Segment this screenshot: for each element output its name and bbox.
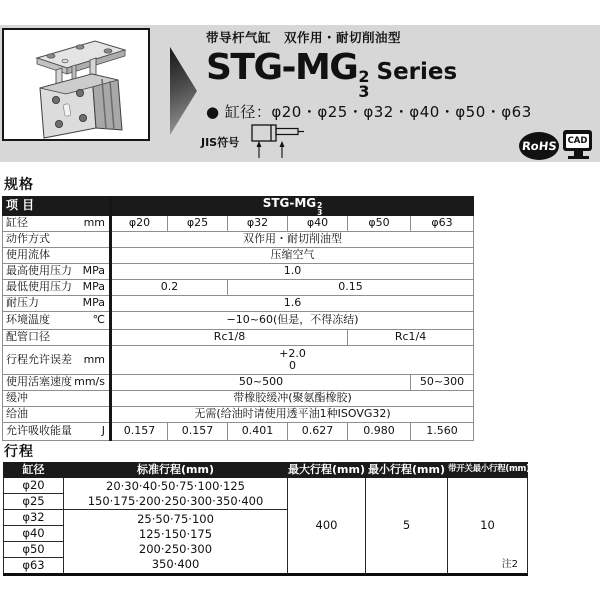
spec-header-row: [3, 197, 474, 216]
spec-row-ambient-temp: 环境温度 ℃ −10~60(但是，不得冻结): [3, 312, 474, 330]
standard-strokes-small-bores: 20·30·40·50·75·100·125 150·175·200·250·300·350·400: [64, 478, 288, 510]
stroke-row-phi50: φ50: [4, 542, 528, 558]
jis-cylinder-symbol-icon: [251, 124, 305, 166]
spec-series-header: STG-MG 2 3: [111, 197, 474, 216]
standard-strokes-large-bores: 25·50·75·100 125·150·175 200·250·300 350·400: [64, 510, 288, 575]
jis-symbol-label: JIS符号: [201, 136, 240, 149]
spec-row-port-size: 配管口径 Rc1/8 Rc1/4: [3, 330, 474, 346]
spec-item-header: 项 目: [6, 198, 35, 213]
product-photo: [4, 30, 148, 139]
spec-row-max-pressure: 最高使用压力 MPa 1.0: [3, 264, 474, 280]
note-2: 注2: [501, 559, 518, 570]
rohs-badge: RoHS: [519, 132, 559, 160]
spec-row-stroke-tolerance: 行程允许误差 mm +2.0 0: [3, 346, 474, 375]
banner-arrow-icon: [170, 47, 197, 135]
spec-row-proof-pressure: 耐压力 MPa 1.6: [3, 296, 474, 312]
spec-row-action: 动作方式 双作用・耐切削油型: [3, 232, 474, 248]
stroke-table: [3, 462, 528, 576]
stroke-header-row: 缸径 标准行程(mm) 最大行程(mm) 最小行程(mm) 带开关最小行程(mm): [4, 463, 528, 478]
title-variant-stack: 2 3: [358, 67, 370, 102]
spec-section-heading: 规格: [4, 177, 34, 193]
spec-row-piston-speed: 使用活塞速度 mm/s 50~500 50~300: [3, 375, 474, 391]
spec-row-min-pressure: 最低使用压力 MPa 0.2 0.15: [3, 280, 474, 296]
title-series-word: Series: [376, 59, 458, 85]
spec-row-fluid: 使用流体 压缩空气: [3, 248, 474, 264]
spec-row-cushion: 缓冲 带橡胶缓冲(聚氨酯橡胶): [3, 391, 474, 407]
stroke-row-phi25: φ25: [4, 494, 528, 510]
product-photo-frame: [2, 28, 150, 141]
spec-row-bore: 缸径 mm φ20 φ25 φ32 φ40 φ50 φ63: [3, 216, 474, 232]
cad-badge: [563, 130, 594, 163]
min-stroke-with-switch-cell: 10 注2: [448, 478, 528, 575]
product-title: [206, 47, 532, 102]
stroke-row-phi40: φ40: [4, 526, 528, 542]
title-series-code: STG-MG: [206, 47, 358, 88]
min-stroke-cell: 5: [366, 478, 448, 575]
stroke-row-phi32: φ32 25·50·75·100 125·150·175 200·250·300 350·400: [4, 510, 528, 526]
stroke-row-phi63: φ63: [4, 558, 528, 575]
stroke-row-phi20: φ20 20·30·40·50·75·100·125 150·175·200·250·300·350·400 400 5 10 注2: [4, 478, 528, 494]
spec-row-absorbed-energy: 允许吸收能量 J 0.157 0.157 0.401 0.627 0.980 1.560: [3, 423, 474, 441]
stroke-section-heading: 行程: [4, 444, 34, 460]
cad-monitor-icon: CAD: [563, 130, 592, 151]
product-subtitle: 带导杆气缸 双作用・耐切削油型: [206, 30, 402, 45]
header-band: [0, 25, 600, 162]
max-stroke-cell: 400: [288, 478, 366, 575]
spec-table: [2, 196, 474, 441]
spec-row-lubrication: 给油 无需(给油时请使用透平油1种ISOVG32): [3, 407, 474, 423]
bore-sizes-line: ● 缸径：φ20・φ25・φ32・φ40・φ50・φ63: [206, 103, 532, 122]
